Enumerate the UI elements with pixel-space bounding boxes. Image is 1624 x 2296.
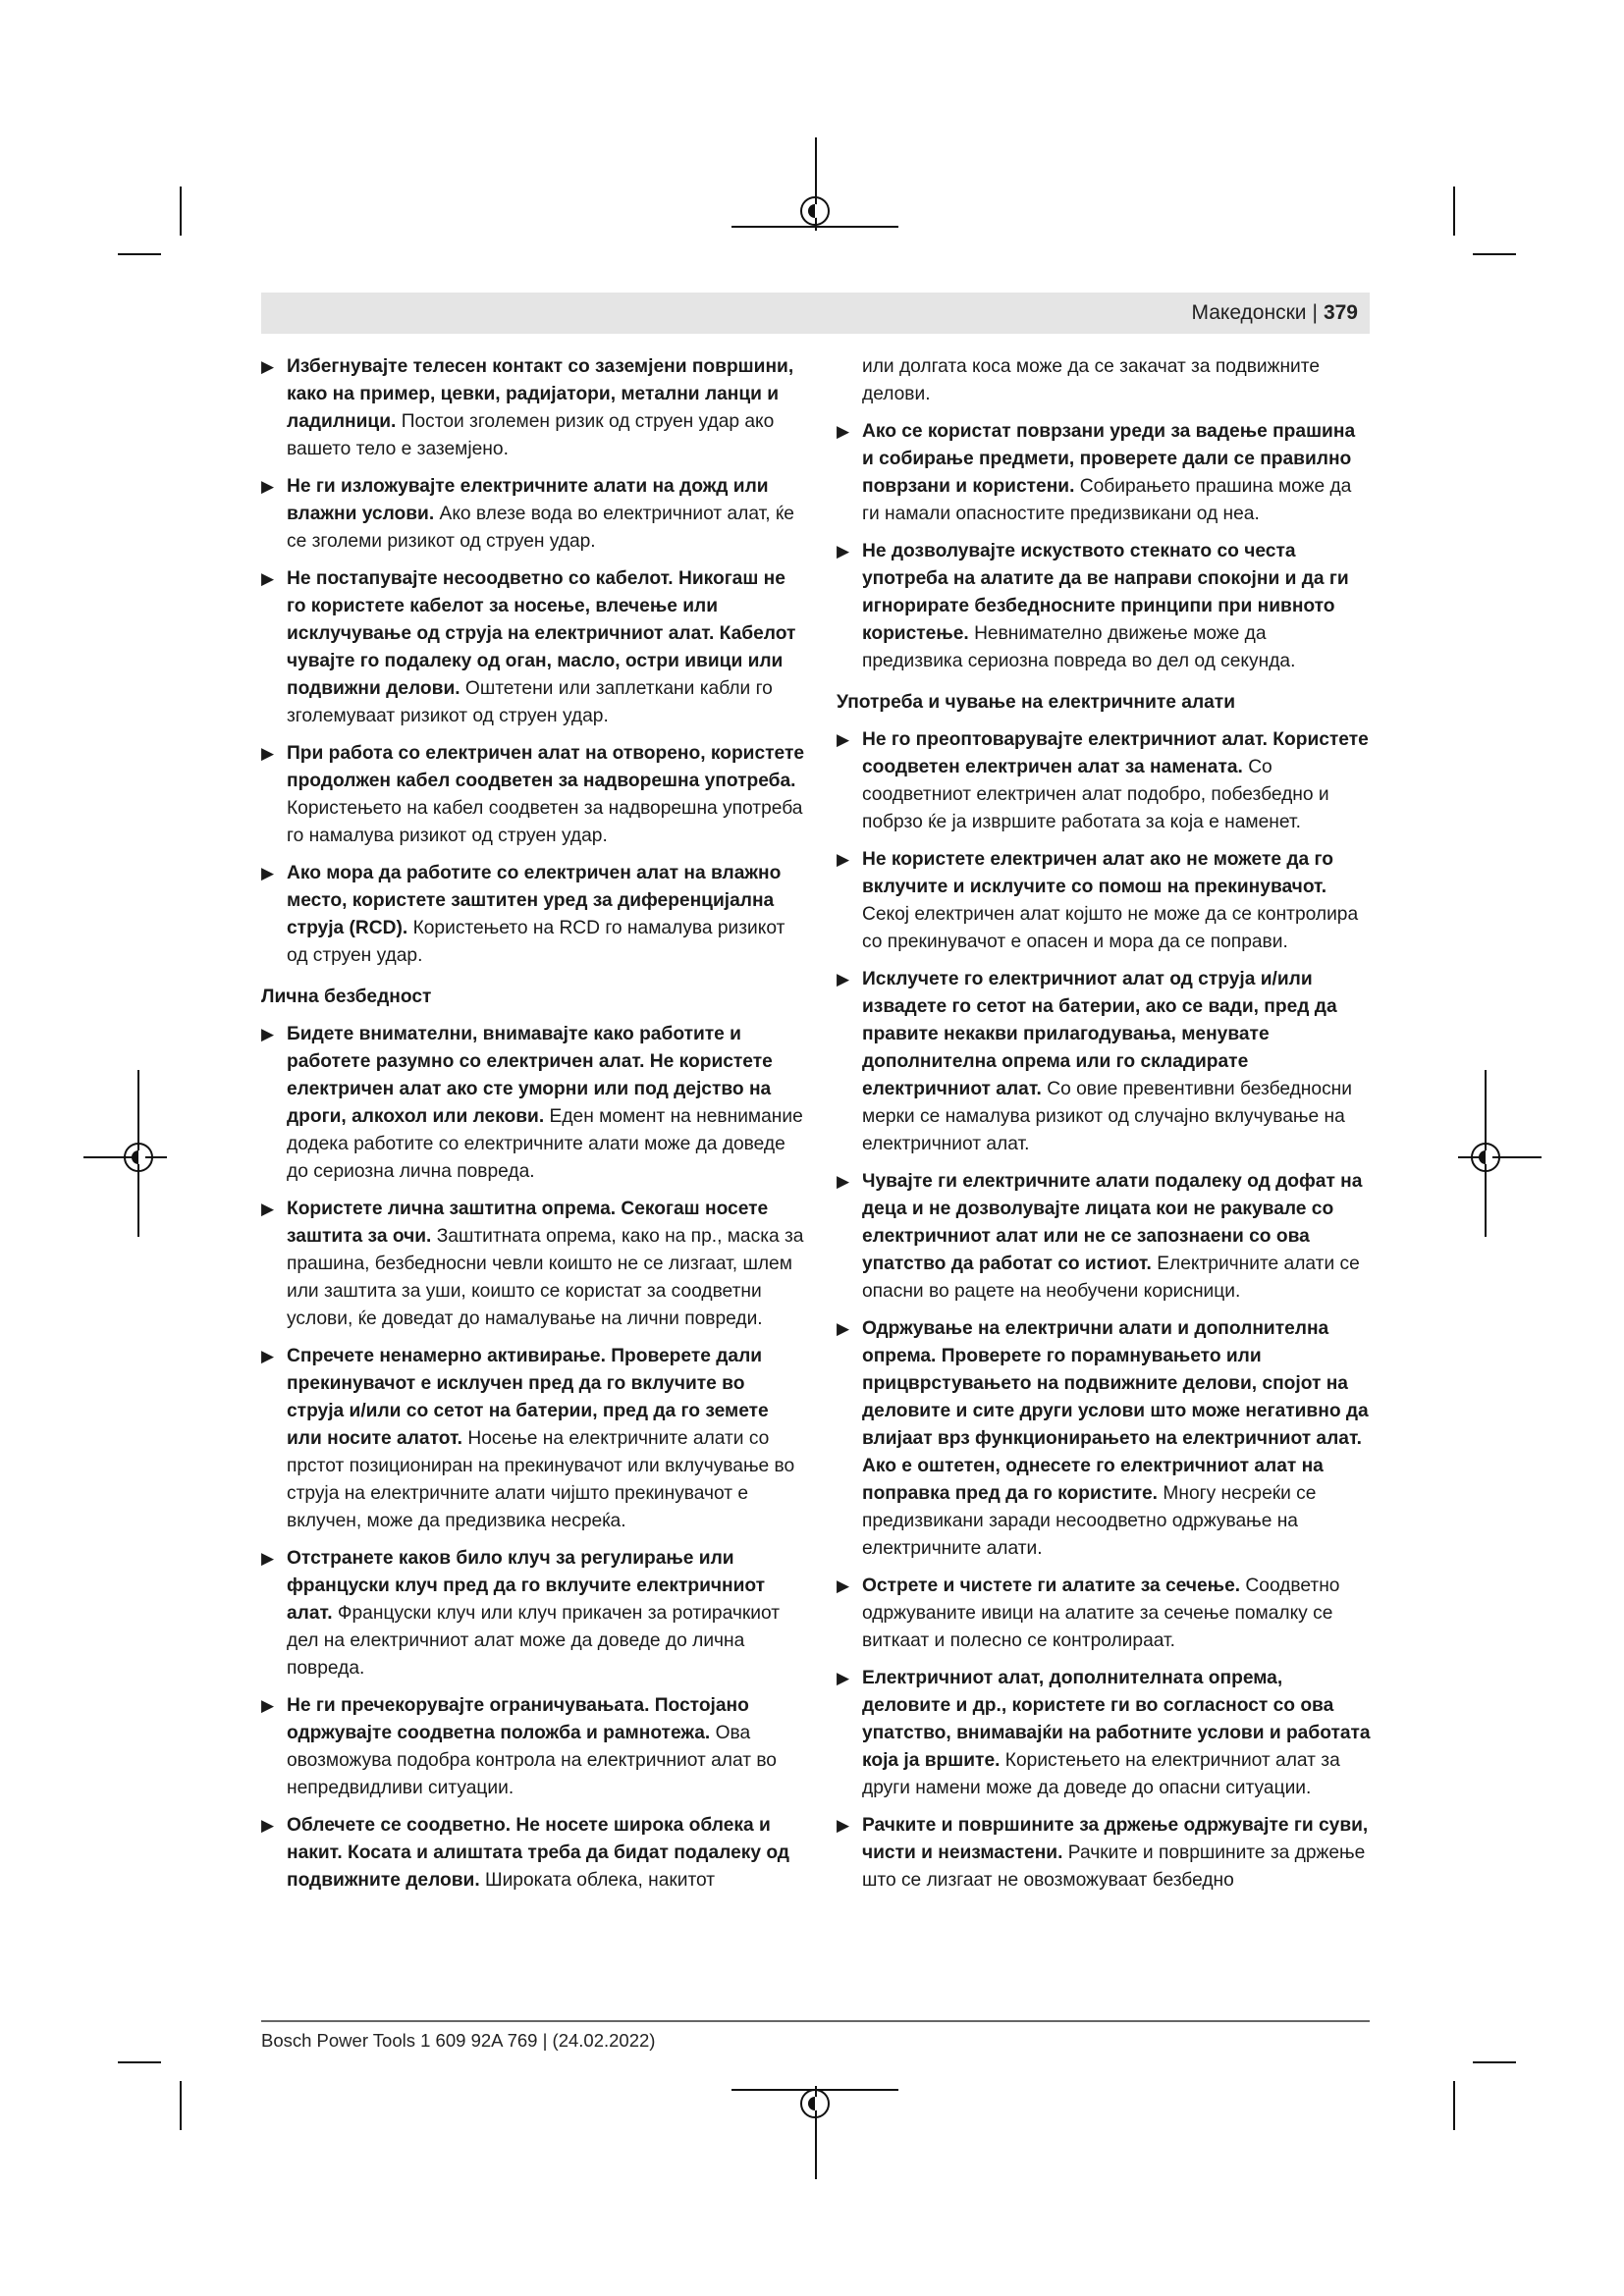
bullet-normal-text: Користењето на електричниот алат за други намени може да доведе до опасни ситуации. <box>862 1750 1340 1798</box>
bullet-item <box>837 538 1372 675</box>
safety-list-electrical <box>261 353 806 970</box>
bullet-arrow-icon: ▶ <box>261 1347 275 1365</box>
bullet-bold-text: Избегнувајте телесен контакт со заземјени површини, како на пример, цевки, радијатори, метални ланци и ладилници. <box>287 356 794 432</box>
bullet-arrow-icon: ▶ <box>837 542 850 561</box>
bullet-arrow-icon: ▶ <box>261 1816 275 1835</box>
bullet-item <box>837 966 1372 1158</box>
bullet-item <box>837 418 1372 528</box>
bullet-normal-text: Француски клуч или клуч прикачен за ротирачкиот дел на електричниот алат може да доведе до лична повреда. <box>287 1603 781 1679</box>
bullet-item <box>261 1343 806 1535</box>
bullet-item <box>837 846 1372 956</box>
bullet-item <box>261 565 806 730</box>
bullet-normal-text: Еден момент на невнимание додека работите со електричните алати може да доведе до сериозна лична повреда. <box>287 1106 803 1182</box>
bullet-item <box>261 473 806 556</box>
bullet-arrow-icon: ▶ <box>837 1576 850 1595</box>
right-column <box>837 353 1372 1904</box>
bullet-bold-text: Не користете електричен алат ако не можете да го вклучите и исклучите со помош на прекинувачот. <box>862 849 1333 897</box>
registration-mark-icon <box>1471 1143 1500 1172</box>
safety-list-personal <box>261 1021 806 1895</box>
crop-mark <box>118 2061 161 2063</box>
bullet-item <box>837 1812 1372 1895</box>
bullet-normal-text: Невнимателно движење може да предизвика сериозна повреда во дел од секунда. <box>862 623 1296 671</box>
crop-mark <box>180 2081 182 2130</box>
registration-line <box>731 226 898 228</box>
bullet-normal-text: Заштитната опрема, како на пр., маска за прашина, безбедносни чевли коишто не се лизгаат, шлем или заштита за уши, коишто се користат за соодветни услови, ќе доведат до намалување на лични повреди. <box>287 1226 804 1329</box>
bullet-bold-text: Рачките и површините за држење одржувајте ги суви, чисти и неизмастени. <box>862 1815 1369 1863</box>
bullet-normal-text: Рачките и површините за држење што се лизгаат не овозможуваат безбедно <box>862 1842 1366 1891</box>
safety-list-tool-use <box>837 726 1372 1895</box>
bullet-bold-text: Отстранете каков било клуч за регулирање или француски клуч пред да го вклучите електричниот алат. <box>287 1548 766 1624</box>
crop-mark <box>1473 2061 1516 2063</box>
registration-mark-icon <box>124 1143 153 1172</box>
bullet-bold-text: Не дозволувајте искуството стекнато со честа употреба на алатите да ве направи спокојни и да ги игнорирате безбедносните принципи при нивното користење. <box>862 541 1349 644</box>
section-heading-tool-use: Употреба и чување на електричните алати <box>837 692 1235 713</box>
bullet-normal-text: Секој електричен алат којшто не може да се контролира со прекинувачот е опасен и мора да се поправи. <box>862 904 1359 952</box>
bullet-normal-text: Ова овозможува подобра контрола на електричниот алат во непредвидливи ситуации. <box>287 1723 777 1798</box>
bullet-arrow-icon: ▶ <box>261 569 275 588</box>
bullet-bold-text: Ако се користат поврзани уреди за вадење прашина и собирање предмети, проверете дали се правилно поврзани и користени. <box>862 421 1356 497</box>
bullet-normal-text: Широката облека, накитот <box>485 1870 716 1891</box>
bullet-item <box>837 1573 1372 1655</box>
bullet-arrow-icon: ▶ <box>261 1549 275 1568</box>
bullet-item <box>837 1168 1372 1306</box>
registration-mark-icon <box>800 2089 830 2118</box>
bullet-bold-text: Не ги изложувајте електричните алати на дожд или влажни услови. <box>287 476 769 524</box>
bullet-normal-text: Постои зголемен ризик од струен удар ако вашето тело е заземјено. <box>287 411 775 459</box>
bullet-bold-text: Одржување на електрични алати и дополнителна опрема. Проверете го порамнувањето или прицврстувањето на подвижните делови, спојот на деловите и сите други услови што може негативно да влијаат врз функционирањето на електричниот алат. Ако е оштетен, однесете го електричниот алат на поправка пред да го користите. <box>862 1318 1369 1504</box>
bullet-bold-text: Не го преоптоварувајте електричниот алат. Користете соодветен електричен алат за намената. <box>862 729 1369 777</box>
bullet-bold-text: Чувајте ги електричните алати подалеку од дофат на деца и не дозволувајте лицата кои не ракувале со електричниот алат или не се запознаени со ова упатство да работат со истиот. <box>862 1171 1363 1274</box>
bullet-arrow-icon: ▶ <box>261 1025 275 1043</box>
bullet-bold-text: Исклучете го електричниот алат од струја и/или извадете го сетот на батерии, ако се вади, пред да правите некакви прилагодувања, менувате дополнителна опрема или го складирате електричниот алат. <box>862 969 1337 1099</box>
bullet-item <box>837 1315 1372 1563</box>
bullet-item <box>261 860 806 970</box>
continued-paragraph <box>837 353 1372 408</box>
bullet-arrow-icon: ▶ <box>837 1172 850 1191</box>
crop-mark <box>1473 253 1516 255</box>
bullet-item <box>261 1692 806 1802</box>
page-header <box>261 293 1370 334</box>
header-text: Македонски | 379 <box>1191 301 1358 324</box>
bullet-bold-text: Облечете се соодветно. Не носете широка облека и накит. Косата и алиштата треба да бидат подалеку од подвижните делови. <box>287 1815 789 1891</box>
bullet-arrow-icon: ▶ <box>261 1200 275 1218</box>
crop-mark <box>180 187 182 236</box>
bullet-item <box>261 1021 806 1186</box>
bullet-item <box>837 726 1372 836</box>
bullet-arrow-icon: ▶ <box>261 1696 275 1715</box>
bullet-arrow-icon: ▶ <box>837 730 850 749</box>
bullet-normal-text: Електричните алати се опасни во рацете на необучени корисници. <box>862 1254 1360 1302</box>
bullet-arrow-icon: ▶ <box>837 1816 850 1835</box>
bullet-arrow-icon: ▶ <box>837 422 850 441</box>
footer-rule <box>261 2020 1370 2022</box>
bullet-item <box>261 1196 806 1333</box>
crop-mark <box>1453 2081 1455 2130</box>
bullet-arrow-icon: ▶ <box>261 357 275 376</box>
bullet-bold-text: Не ги пречекорувајте ограничувањата. Постојано одржувајте соодветна положба и рамнотежа. <box>287 1695 749 1743</box>
bullet-normal-text: Многу несреќи се предизвикани заради несоодветно одржување на електричните алати. <box>862 1483 1317 1559</box>
bullet-bold-text: Електричниот алат, дополнителната опрема, деловите и др., користете ги во согласност со ова упатство, внимавајќи на работните услови и работата која ја вршите. <box>862 1668 1371 1771</box>
bullet-bold-text: Острете и чистете ги алатите за сечење. <box>862 1575 1241 1596</box>
continued-text: или долгата коса може да се закачат за подвижните делови. <box>862 356 1320 404</box>
bullet-bold-text: Не постапувајте несоодветно со кабелот. Никогаш не го користете кабелот за носење, влечење или исклучување од струја на електричниот алат. Кабелот чувајте го подалеку од оган, масло, остри ивици или подвижни делови. <box>287 568 796 699</box>
bullet-arrow-icon: ▶ <box>837 850 850 869</box>
bullet-arrow-icon: ▶ <box>837 1319 850 1338</box>
crop-mark <box>118 253 161 255</box>
bullet-item <box>261 740 806 850</box>
bullet-arrow-icon: ▶ <box>261 477 275 496</box>
bullet-item <box>261 353 806 463</box>
bullet-normal-text: Соодветно одржуваните ивици на алатите за сечење помалку се виткаат и полесно се контролираат. <box>862 1575 1340 1651</box>
bullet-bold-text: Бидете внимателни, внимавајте како работите и работете разумно со електричен алат. Не користете електричен алат ако сте уморни или под дејство на дроги, алкохол или лекови. <box>287 1024 773 1127</box>
footer-text: Bosch Power Tools 1 609 92A 769 | (24.02.2022) <box>261 2030 656 2051</box>
bullet-normal-text: Со соодветниот електричен алат подобро, побезбедно и побрзо ќе ја извршите работата за која е наменет. <box>862 757 1329 832</box>
bullet-normal-text: Користењето на RCD го намалува ризикот од струен удар. <box>287 918 785 966</box>
left-column <box>261 353 806 1904</box>
safety-list-personal-cont <box>837 418 1372 675</box>
bullet-bold-text: Користете лична заштитна опрема. Секогаш носете заштита за очи. <box>287 1199 769 1247</box>
bullet-arrow-icon: ▶ <box>261 864 275 882</box>
section-heading-personal-safety: Лична безбедност <box>261 987 432 1007</box>
header-language: Македонски <box>1191 301 1307 324</box>
bullet-normal-text: Оштетени или заплеткани кабли го зголемуваат ризикот од струен удар. <box>287 678 773 726</box>
bullet-arrow-icon: ▶ <box>261 744 275 763</box>
bullet-normal-text: Носење на електричните алати со прстот позициониран на прекинувачот или вклучување во струја на електричните алати чијшто прекинувачот е вклучен, може да предизвика несреќа. <box>287 1428 795 1531</box>
bullet-bold-text: При работа со електричен алат на отворено, користете продолжен кабел соодветен за надворешна употреба. <box>287 743 805 791</box>
bullet-item <box>261 1812 806 1895</box>
bullet-normal-text: Со овие превентивни безбедносни мерки се намалува ризикот од случајно вклучување на електричниот алат. <box>862 1079 1352 1154</box>
registration-mark-icon <box>800 196 830 226</box>
page-number: 379 <box>1323 301 1358 324</box>
crop-mark <box>1453 187 1455 236</box>
bullet-arrow-icon: ▶ <box>837 970 850 988</box>
bullet-normal-text: Користењето на кабел соодветен за надворешна употреба го намалува ризикот од струен удар. <box>287 798 803 846</box>
bullet-normal-text: Собирањето прашина може да ги намали опасностите предизвикани од неа. <box>862 476 1352 524</box>
bullet-item <box>261 1545 806 1682</box>
bullet-bold-text: Спречете ненамерно активирање. Проверете дали прекинувачот е исклучен пред да го вклучите во струја и/или со сетот на батерии, пред да го земете или носите алатот. <box>287 1346 769 1449</box>
bullet-arrow-icon: ▶ <box>837 1669 850 1687</box>
bullet-bold-text: Ако мора да работите со електричен алат на влажно место, користете заштитен уред за диференцијална струја (RCD). <box>287 863 782 938</box>
bullet-item <box>837 1665 1372 1802</box>
bullet-normal-text: Ако влезе вода во електричниот алат, ќе се зголеми ризикот од струен удар. <box>287 504 794 552</box>
